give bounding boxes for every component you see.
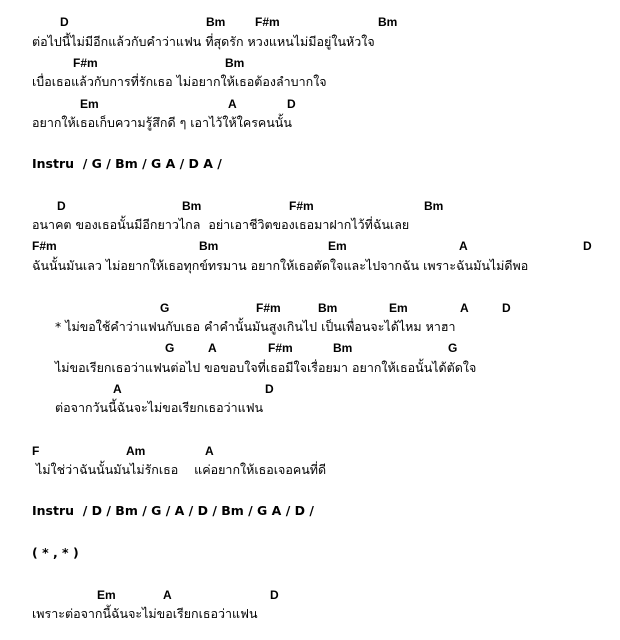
lyric-line: ต่อจากวันนี้ฉันจะไม่ขอเรียกเธอว่าแฟน <box>55 400 264 415</box>
chord-label: Bm <box>199 239 219 253</box>
lyric-line: อนาคต ของเธอนั้นมีอีกยาวไกล อย่าเอาชีวิตของเธอมาฝากไว้ที่ฉันเลย <box>32 217 410 232</box>
chord-label: Am <box>126 444 146 458</box>
chord-label: A <box>460 301 469 315</box>
chord-label: G <box>448 341 458 355</box>
chord-label: F <box>32 444 40 458</box>
chord-label: A <box>113 382 122 396</box>
chord-label: D <box>60 15 69 29</box>
chord-label: Em <box>389 301 408 315</box>
chord-label: D <box>265 382 274 396</box>
chord-label: F#m <box>73 56 98 70</box>
instrumental-line: Instru / D / Bm / G / A / D / Bm / G A / D / <box>32 503 314 518</box>
chord-label: A <box>208 341 217 355</box>
chord-label: G <box>160 301 170 315</box>
lyric-line: ไม่ใช่ว่าฉันนั้นมันไม่รักเธอ แค่อยากให้เธอเจอคนที่ดี <box>32 462 327 477</box>
chord-label: Bm <box>206 15 226 29</box>
chord-label: D <box>583 239 592 253</box>
chord-label: Bm <box>225 56 245 70</box>
chord-label: Bm <box>182 199 202 213</box>
instrumental-line: Instru / G / Bm / G A / D A / <box>32 156 222 171</box>
chord-label: F#m <box>255 15 280 29</box>
chord-label: F#m <box>268 341 293 355</box>
chord-label: A <box>228 97 237 111</box>
lyric-line: ฉันนั้นมันเลว ไม่อยากให้เธอทุกข์ทรมาน อยากให้เธอตัดใจและไปจากฉัน เพราะฉันมันไม่ดีพอ <box>32 258 529 273</box>
chord-label: G <box>165 341 175 355</box>
chord-label: F#m <box>32 239 57 253</box>
lyric-line: ต่อไปนี้ไม่มีอีกแล้วกับคำว่าแฟน ที่สุดรัก หวงแหนไม่มีอยู่ในหัวใจ <box>32 34 375 49</box>
chord-label: Bm <box>424 199 444 213</box>
chord-label: Em <box>80 97 99 111</box>
chord-label: Em <box>97 588 116 602</box>
chord-label: Bm <box>333 341 353 355</box>
lyric-line: เบื่อเธอแล้วกับการที่รักเธอ ไม่อยากให้เธอต้องลำบากใจ <box>32 74 327 89</box>
chord-label: F#m <box>289 199 314 213</box>
chord-label: A <box>205 444 214 458</box>
chord-label: D <box>270 588 279 602</box>
chord-label: Bm <box>378 15 398 29</box>
chord-label: A <box>459 239 468 253</box>
chord-label: D <box>287 97 296 111</box>
lyric-line: * ไม่ขอใช้คำว่าแฟนกับเธอ คำคำนั้นมันสูงเกินไป เป็นเพื่อนจะได้ไหม หาฮา <box>55 319 456 334</box>
chord-label: A <box>163 588 172 602</box>
lyric-line: อยากให้เธอเก็บความรู้สึกดี ๆ เอาไว้ให้ใครคนนั้น <box>32 115 292 130</box>
chord-label: D <box>57 199 66 213</box>
lyric-line: ไม่ขอเรียกเธอว่าแฟนต่อไป ขอขอบใจที่เธอมีใจเรื่อยมา อยากให้เธอนั้นได้ตัดใจ <box>55 360 477 375</box>
chord-label: D <box>502 301 511 315</box>
chord-label: Bm <box>318 301 338 315</box>
chord-label: F#m <box>256 301 281 315</box>
repeat-marker: ( * , * ) <box>32 545 79 560</box>
lyric-line: เพราะต่อจากนี้ฉันจะไม่ขอเรียกเธอว่าแฟน <box>32 606 258 621</box>
chord-label: Em <box>328 239 347 253</box>
